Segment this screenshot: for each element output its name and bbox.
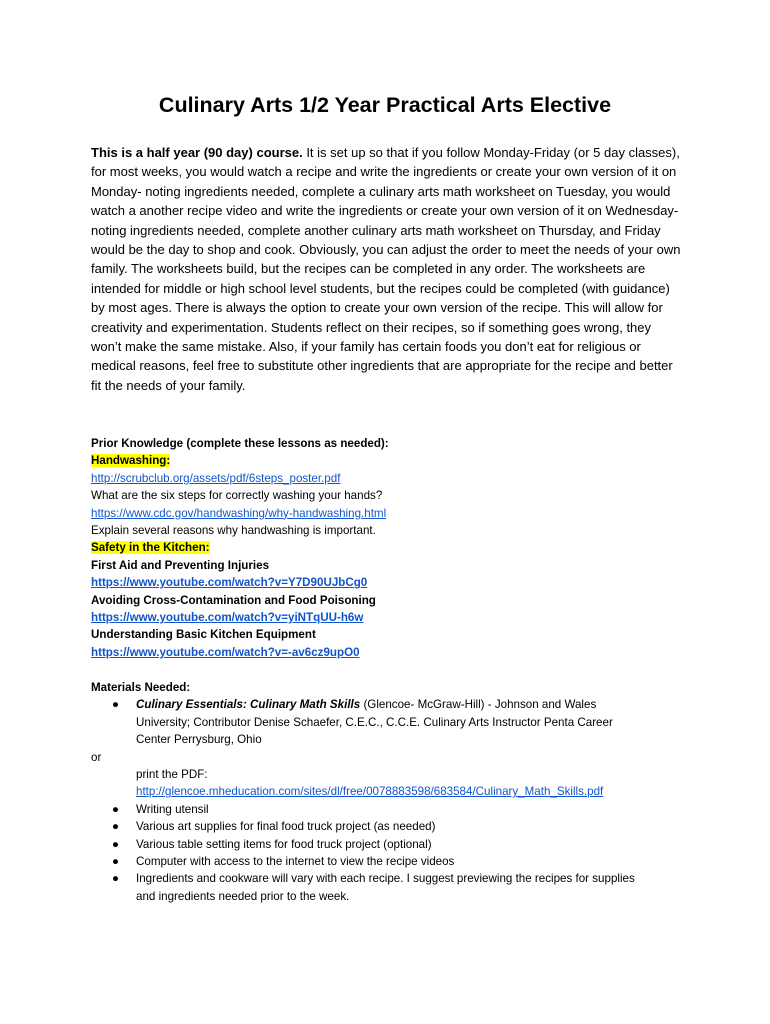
material-computer: Computer with access to the internet to view the recipe videos [136,855,455,869]
bullet-icon: ● [112,837,120,851]
course-intro-paragraph [91,143,683,395]
cdc-handwashing-link[interactable]: https://www.cdc.gov/handwashing/why-handwashing.html [91,506,387,520]
handwashing-question-2: Explain several reasons why handwashing is important. [91,524,376,538]
video-link-kitchen-equipment[interactable]: https://www.youtube.com/watch?v=-av6cz9upO0 [91,645,360,659]
page-title: Culinary Arts 1/2 Year Practical Arts Elective [158,93,612,117]
bullet-icon: ● [112,820,120,834]
scrubclub-link[interactable]: http://scrubclub.org/assets/pdf/6steps_poster.pdf [91,471,341,485]
textbook-location: Center Perrysburg, Ohio [136,733,262,747]
materials-section [91,679,691,905]
prior-knowledge-section [91,435,691,661]
bullet-icon: ● [112,872,120,886]
course-intro-lead: This is a half year (90 day) course. [91,145,303,160]
course-intro-text: It is set up so that if you follow Monday-Friday (or 5 day classes), for most weeks, you would watch a recipe and write the ingredients or create your own version of it on Monday- noting ingredients needed, complete a culinary arts math worksheet on Tuesday, you would watch a another recipe video and write the ingredients or create your own version of it on Wednesday- noting ingredients needed, complete another culinary arts math worksheet on Thursday, and Friday would be the day to shop and cook. Obviously, you can adjust the order to meet the needs of your own family. The worksheets build, but the recipes can be completed in any order. The worksheets are intended for middle or high school level students, but the recipes could be completed (with guidance) by most ages. There is always the option to create your own version of the recipe. This will allow for creativity and experimentation. Students reflect on their recipes, so if something goes wrong, they won’t make the same mistake. Also, if your family has certain foods you don’t eat for religious or medical reasons, feel free to substitute other ingredients that are appropriate for the recipe and better fit the needs of your family. [91,145,681,393]
material-writing-utensil: Writing utensil [136,802,209,816]
culinary-math-pdf-link[interactable]: http://glencoe.mheducation.com/sites/dl/free/0078883598/683584/Culinary_Math_Skills.pdf [136,785,604,799]
material-ingredients-line-2: and ingredients needed prior to the week. [136,889,350,903]
list-item [91,801,691,818]
handwashing-question-1: What are the six steps for correctly washing your hands? [91,489,383,503]
bullet-icon: ● [112,698,120,712]
or-separator: or [91,750,102,764]
list-item [91,836,691,853]
textbook-title: Culinary Essentials: Culinary Math Skills [136,698,361,712]
video-link-cross-contamination[interactable]: https://www.youtube.com/watch?v=yiNTqUU-h6w [91,611,364,625]
bullet-icon: ● [112,855,120,869]
safety-topic-first-aid: First Aid and Preventing Injuries [91,558,270,572]
list-item [91,853,691,870]
list-item-textbook [91,696,691,713]
video-link-first-aid[interactable]: https://www.youtube.com/watch?v=Y7D90UJbCg0 [91,576,368,590]
textbook-publisher: (Glencoe- McGraw-Hill) - Johnson and Wales [360,698,597,712]
safety-topic-cross-contamination: Avoiding Cross-Contamination and Food Poisoning [91,593,376,607]
textbook-contributor: University; Contributor Denise Schaefer, C.E.C., C.C.E. Culinary Arts Instructor Penta Career [136,715,613,729]
materials-heading: Materials Needed: [91,681,191,694]
safety-topic-kitchen-equipment: Understanding Basic Kitchen Equipment [91,628,316,642]
safety-heading: Safety in the Kitchen: [91,541,210,555]
list-item [91,818,691,835]
print-pdf-label: print the PDF: [136,768,208,782]
list-item [91,870,691,887]
prior-knowledge-heading: Prior Knowledge (complete these lessons as needed): [91,437,389,450]
material-art-supplies: Various art supplies for final food truck project (as needed) [136,820,436,834]
bullet-icon: ● [112,802,120,816]
material-table-setting: Various table setting items for food truck project (optional) [136,837,432,851]
handwashing-heading: Handwashing: [91,454,171,468]
material-ingredients-line-1: Ingredients and cookware will vary with each recipe. I suggest previewing the recipes for supplies [136,872,635,886]
